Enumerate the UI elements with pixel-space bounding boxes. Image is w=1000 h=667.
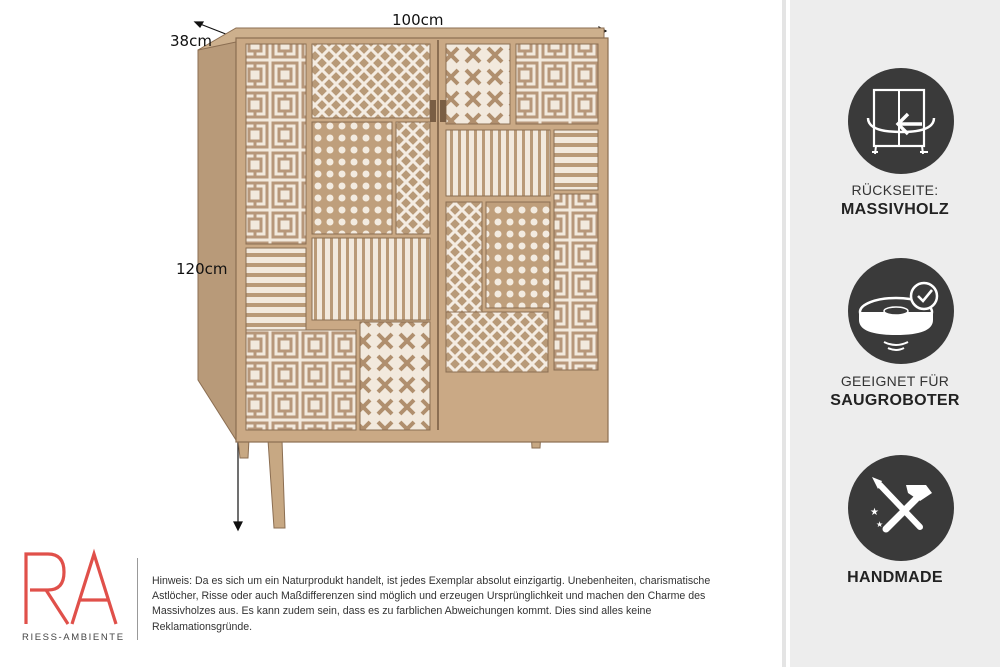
feature-back-panel-line2: MASSIVHOLZ	[841, 200, 949, 218]
brand-subtitle: RIESS-AMBIENTE	[22, 632, 125, 643]
svg-text:★: ★	[876, 520, 884, 529]
feature-back-panel-line1: RÜCKSEITE:	[851, 182, 939, 198]
dimension-depth-label: 38cm	[170, 32, 212, 50]
feature-handmade-label: HANDMADE	[847, 569, 943, 586]
feature-robot-vacuum-line2: SAUGROBOTER	[830, 391, 960, 409]
feature-handmade-text	[790, 568, 1000, 588]
footer-divider	[137, 558, 138, 640]
dimension-height-label: 120cm	[176, 260, 228, 278]
brand-logo	[20, 548, 130, 628]
feature-robot-vacuum-text	[790, 373, 1000, 411]
robot-vacuum-icon	[848, 258, 954, 364]
panel-divider	[782, 0, 786, 667]
tools-icon	[848, 455, 954, 561]
natural-product-note: Hinweis: Da es sich um ein Naturprodukt handelt, ist jedes Exemplar absolut einzigartig. Unebenheiten, charismatische Astlöcher, Risse oder auch Maßdifferenzen sind möglich und erzeugen Ursprünglichkeit und machen den Charme des Massivholzes aus. Es kann zudem sein, dass es zu farblichen Abweichungen kommt. Dies sind alles keine Reklamationsgründe.	[152, 575, 711, 633]
feature-robot-vacuum-line1: GEEIGNET FÜR	[840, 373, 950, 389]
feature-back-panel-text	[790, 182, 1000, 220]
svg-text:★: ★	[870, 507, 879, 518]
dimension-width-label: 100cm	[392, 11, 444, 29]
back-panel-icon	[848, 68, 954, 174]
